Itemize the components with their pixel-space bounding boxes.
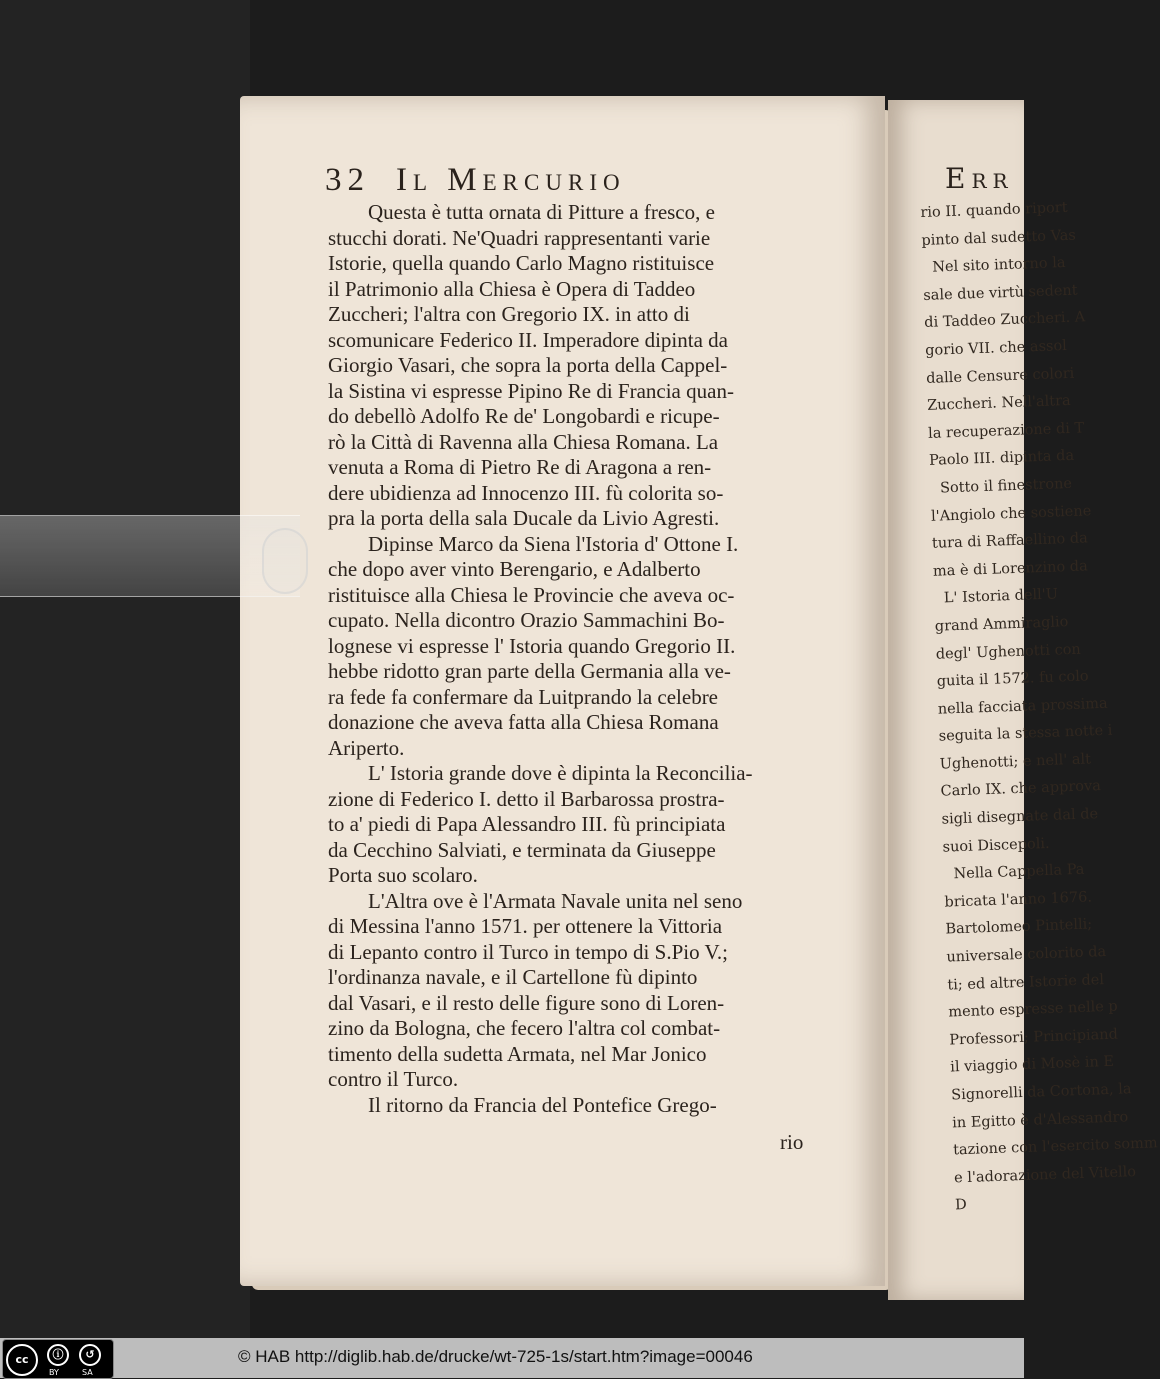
text-line: e l'adorazione del Vitello (953, 1163, 1137, 1187)
text-line: Dipinse Marco da Siena l'Istoria d' Ottone I. (368, 531, 739, 556)
text-line: ti; ed altre Istorie del (947, 971, 1105, 994)
text-line: Nel sito intorno la (932, 255, 1066, 276)
text-line: la Sistina vi espresse Pipino Re di Francia quan- (328, 378, 734, 403)
credit-link[interactable]: © HAB http://diglib.hab.de/drucke/wt-725-1s/start.htm?image=00046 (238, 1347, 753, 1366)
text-line: Signorelli da Cortona, la (950, 1081, 1132, 1104)
text-line: Professori; Principiand (949, 1026, 1119, 1049)
text-line: l'ordinanza navale, e il Cartellone fù dipinto (328, 965, 698, 989)
page-number: 32 (325, 162, 370, 198)
text-line: zino da Bologna, che fecero l'altra col combat- (328, 1016, 721, 1040)
text-line: L' Istoria grande dove è dipinta la Reconcilia- (368, 761, 753, 785)
text-line: Carlo IX. che approva (940, 778, 1102, 801)
text-line: che dopo aver vinto Berengario, e Adalberto (328, 557, 701, 581)
text-line: mento espresse nelle p (948, 998, 1118, 1021)
sa-icon: ↺ (79, 1344, 101, 1366)
text-line: di Taddeo Zuccheri. A (924, 309, 1086, 332)
glass-clip (0, 515, 300, 597)
by-icon: ⓘ (47, 1344, 69, 1366)
text-line: sale due virtù sedent (923, 282, 1078, 304)
text-line: pra la porta della sala Ducale da Livio Agresti. (328, 506, 720, 530)
text-line: nella facciata prossima (937, 695, 1108, 718)
right-page-text (920, 193, 1160, 1220)
text-line: di Messina l'anno 1571. per ottenere la Vittoria (328, 914, 723, 938)
sa-label: SA (82, 1368, 93, 1377)
text-line: hebbe ridotto gran parte della Germania alla ve- (328, 659, 731, 683)
text-line: tazione con l'esercito somm (952, 1135, 1158, 1159)
text-line: scomunicare Federico II. Imperadore dipinta da (328, 327, 728, 352)
text-line: Zuccheri. Nell'altra (926, 393, 1071, 415)
text-line: universale colorito da (946, 943, 1107, 966)
text-line: l'Angiolo che sostiene (930, 502, 1092, 525)
text-line: sigli disegnate dal de (941, 806, 1099, 828)
text-line: to a' piedi di Papa Alessandro III. fù principiata (328, 812, 726, 836)
text-line: guita il 1572. fu colo (936, 668, 1089, 690)
text-line: timento della sudetta Armata, nel Mar Jonico (328, 1041, 707, 1066)
text-line: da Cecchino Salviati, e terminata da Giuseppe (328, 837, 716, 862)
background (0, 0, 250, 1338)
text-line: L' Istoria dell'U (943, 586, 1059, 607)
text-line: gorio VII. che assol (924, 337, 1068, 359)
text-line: dal Vasari, e il resto delle figure sono di Loren- (328, 990, 725, 1015)
cc-license-badge[interactable] (2, 1339, 114, 1379)
text-line: il viaggio di Mosè in E (950, 1054, 1115, 1076)
text-line: Bartolomeo Pintelli; (945, 916, 1093, 938)
running-head-title: Il Mercurio (396, 162, 626, 198)
text-line: rio II. quando riport (920, 199, 1068, 221)
text-line: il Patrimonio alla Chiesa è Opera di Taddeo (328, 276, 696, 301)
text-line: tura di Raffaellino da (931, 530, 1089, 552)
text-line: Giorgio Vasari, che sopra la porta della Cappel- (328, 353, 728, 377)
text-line: cupato. Nella dicontro Orazio Sammachini Bo- (328, 608, 725, 632)
text-line: stucchi dorati. Ne'Quadri rappresentanti varie (328, 225, 711, 250)
text-line: lognese vi espresse l' Istoria quando Gregorio II. (328, 633, 736, 658)
text-line: pinto dal sudetto Vas (921, 227, 1077, 249)
text-line: grand Ammiraglio (934, 613, 1069, 635)
text-line: donazione che aveva fatta alla Chiesa Romana (328, 710, 719, 734)
text-line: do debellò Adolfo Re de' Longobardi e ricupe- (328, 404, 720, 428)
text-line: seguita la stessa notte i (938, 722, 1113, 745)
text-line: contro il Turco. (328, 1067, 459, 1091)
text-line: in Egitto è d'Alessandro (951, 1108, 1129, 1132)
glass-clip-end (262, 528, 308, 594)
text-line: Porta suo scolaro. (328, 863, 478, 887)
text-line: ristituisce alla Chiesa le Provincie che aveva oc- (328, 582, 735, 607)
text-line: venuta a Roma di Pietro Re di Aragona a ren- (328, 455, 712, 479)
text-line: zione di Federico I. detto il Barbarossa prostra- (328, 786, 725, 811)
text-line: Paolo III. dipinta da (928, 448, 1075, 470)
text-line: dalle Censure colori (925, 365, 1075, 387)
text-line: Nella Cappella Pa (953, 861, 1085, 883)
text-line: Questa è tutta ornata di Pitture a fresco, e (368, 200, 715, 224)
text-line: Sotto il finestrone (939, 475, 1073, 497)
text-line: L'Altra ove è l'Armata Navale unita nel seno (368, 888, 743, 913)
running-head (325, 162, 626, 199)
text-line: Il ritorno da Francia del Pontefice Grego- (368, 1092, 717, 1117)
text-line: di Lepanto contro il Turco in tempo di S.Pio V.; (328, 939, 728, 964)
text-line: rò la Città di Ravenna alla Chiesa Romana. La (328, 429, 719, 454)
text-line: ra fede fa confermare da Luitprando la celebre (328, 684, 719, 709)
text-line: la recuperazione di T (927, 420, 1085, 442)
text-line: Ughenotti; e nell' alt (939, 751, 1092, 773)
text-line: bricata l'anno 1676. (944, 889, 1093, 911)
text-line: ma è di Lorenzino da (932, 558, 1088, 580)
catchword: rio (780, 1130, 804, 1154)
by-label: BY (49, 1368, 59, 1377)
text-line: Istorie, quella quando Carlo Magno ristituisce (328, 251, 715, 275)
text-line: degl' Ughenotti con (935, 641, 1082, 663)
cc-icon: cc (6, 1344, 38, 1376)
text-line: D (954, 1197, 968, 1214)
left-page-text (328, 200, 858, 1118)
text-line: Zuccheri; l'altra con Gregorio IX. in atto di (328, 302, 690, 326)
text-line: Ariperto. (328, 735, 405, 760)
text-line: dere ubidienza ad Innocenzo III. fù colorita so- (328, 480, 724, 505)
right-running-head: Err (945, 162, 1014, 195)
text-line: suoi Discepoli. (942, 835, 1050, 856)
